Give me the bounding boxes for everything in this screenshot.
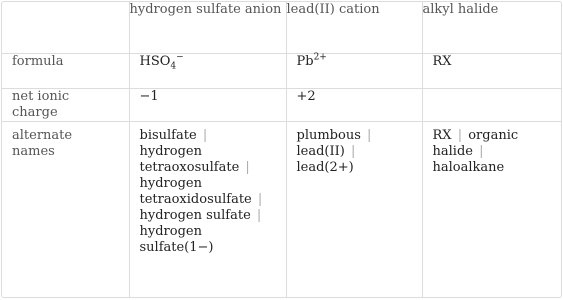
column-header-hydrogen-sulfate-anion: hydrogen sulfate anion bbox=[129, 2, 286, 54]
net-ionic-charge-row bbox=[2, 89, 562, 122]
charge-alkyl-halide bbox=[422, 89, 562, 122]
names-hydrogen-sulfate bbox=[129, 122, 286, 299]
row-label-alternate-names: alternate names bbox=[2, 122, 129, 299]
formula-lead-ii bbox=[286, 54, 422, 89]
formula-pb-base: Pb bbox=[296, 54, 314, 69]
column-header-alkyl-halide: alkyl halide bbox=[422, 2, 562, 54]
name-hydrogen-sulfate-1-minus: hydrogen sulfate(1−) bbox=[139, 224, 214, 255]
names-alkyl-halide bbox=[422, 122, 562, 299]
formula-hso4-superscript: − bbox=[176, 52, 184, 63]
name-separator: | bbox=[256, 208, 262, 223]
name-hydrogen-tetraoxosulfate: hydrogen tetraoxosulfate bbox=[139, 144, 240, 175]
formula-hso4-base: HSO bbox=[139, 54, 171, 69]
name-hydrogen-tetraoxidosulfate: hydrogen tetraoxidosulfate bbox=[139, 176, 252, 207]
properties-table bbox=[2, 2, 562, 298]
column-header-lead-ii-cation: lead(II) cation bbox=[286, 2, 422, 54]
name-separator: | bbox=[245, 160, 250, 175]
corner-cell bbox=[2, 2, 129, 54]
name-separator: | bbox=[457, 128, 463, 143]
row-label-formula: formula bbox=[2, 54, 129, 89]
formula-alkyl-halide: RX bbox=[422, 54, 562, 89]
row-label-net-ionic-charge: net ionic charge bbox=[2, 89, 129, 122]
formula-hydrogen-sulfate bbox=[129, 54, 286, 89]
name-separator: | bbox=[202, 128, 208, 143]
name-separator: | bbox=[479, 144, 484, 159]
names-lead-ii bbox=[286, 122, 422, 299]
name-bisulfate: bisulfate bbox=[139, 128, 197, 143]
name-separator: | bbox=[367, 128, 372, 143]
name-haloalkane: haloalkane bbox=[432, 160, 505, 175]
name-separator: | bbox=[350, 144, 356, 159]
formula-pb-superscript: 2+ bbox=[313, 52, 327, 63]
charge-lead-ii: +2 bbox=[286, 89, 422, 122]
header-row bbox=[2, 2, 562, 54]
formula-row bbox=[2, 54, 562, 89]
name-lead-2-plus: lead(2+) bbox=[296, 160, 354, 175]
properties-table-frame bbox=[1, 1, 562, 298]
alternate-names-row bbox=[2, 122, 562, 299]
name-plumbous: plumbous bbox=[296, 128, 361, 143]
formula-hso4-subscript: 4 bbox=[170, 61, 177, 72]
charge-hydrogen-sulfate: −1 bbox=[129, 89, 286, 122]
name-separator: | bbox=[257, 192, 263, 207]
name-lead-ii: lead(II) bbox=[296, 144, 345, 159]
name-hydrogen-sulfate: hydrogen sulfate bbox=[139, 208, 251, 223]
name-organic-halide: organic halide bbox=[432, 128, 519, 159]
name-rx: RX bbox=[432, 128, 452, 143]
